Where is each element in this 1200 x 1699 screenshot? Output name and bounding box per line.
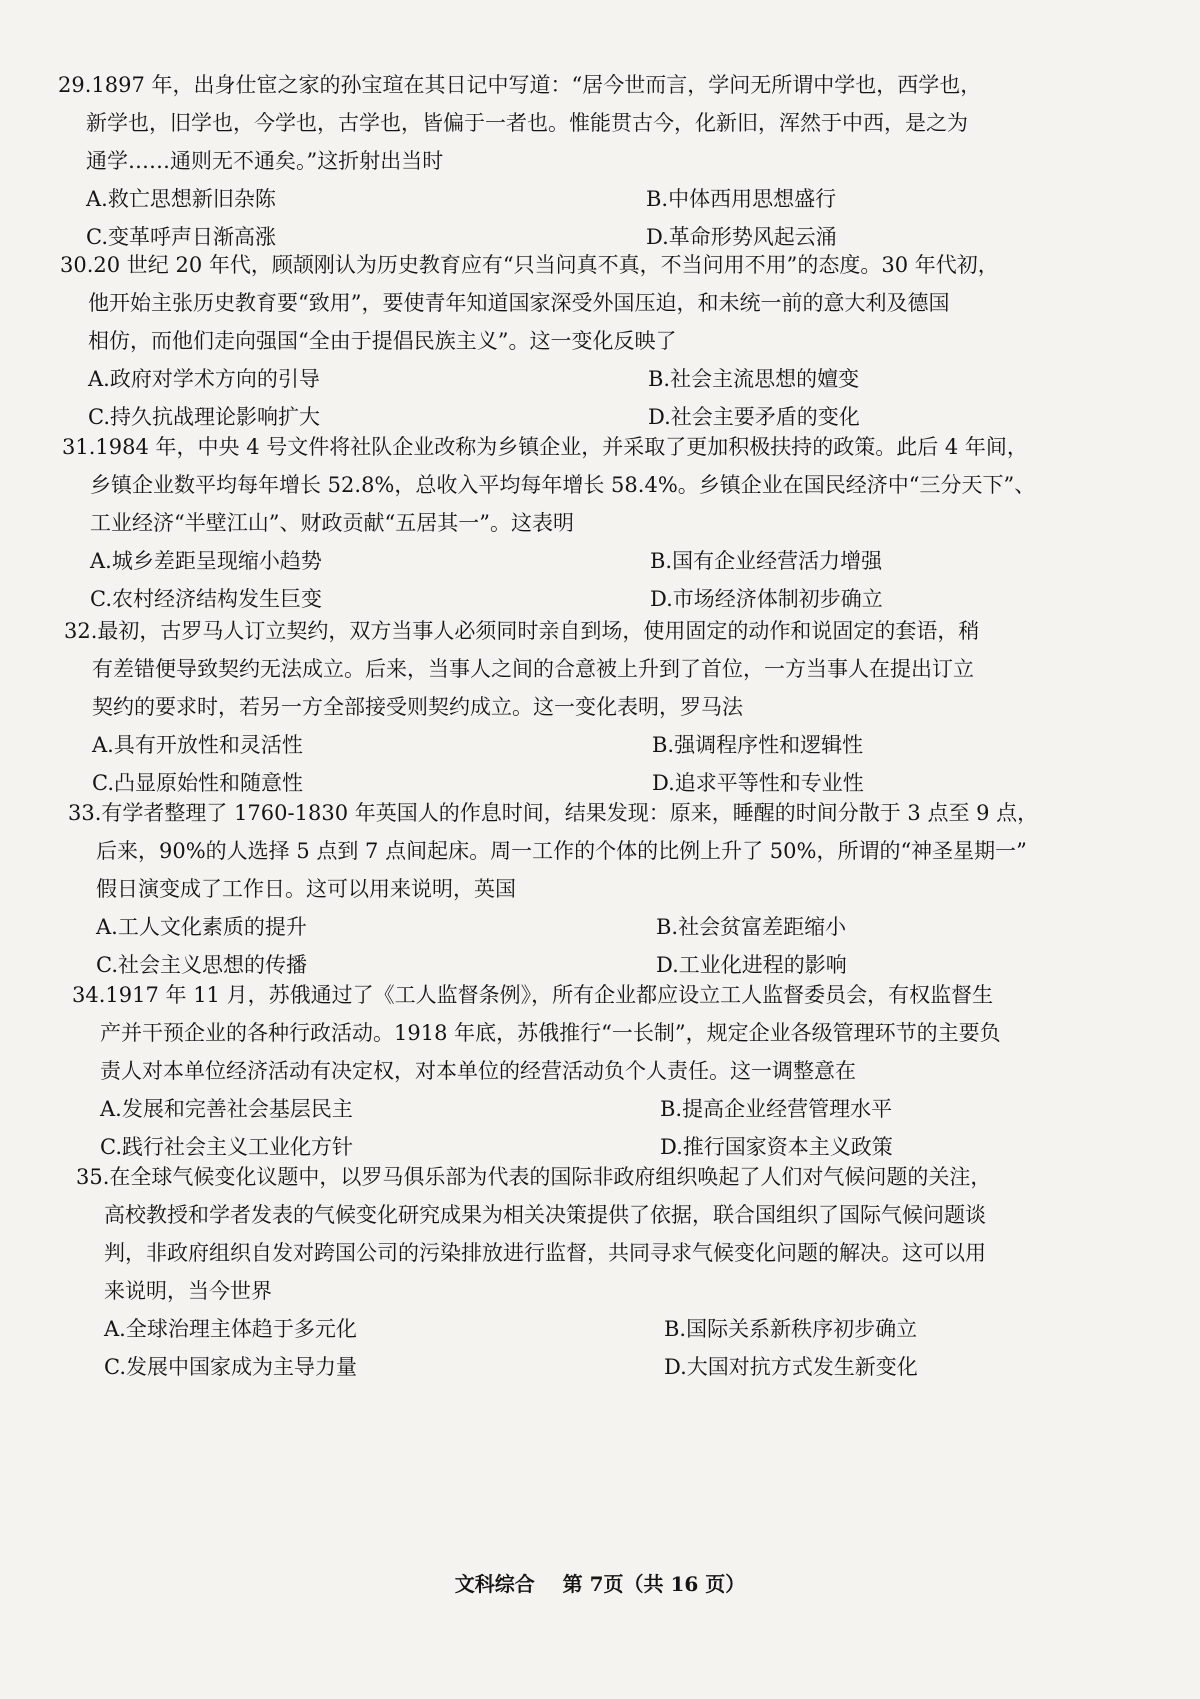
stem-line: 34.1917 年 11 月，苏俄通过了《工人监督条例》，所有企业都应设立工人监督委员会，有权监督生 bbox=[72, 983, 994, 1007]
stem-line: 通学……通则无不通矣。”这折射出当时 bbox=[86, 149, 444, 173]
option-a: A.工人文化素质的提升 bbox=[96, 915, 307, 939]
question-34 bbox=[72, 976, 1082, 1166]
option-b: B.提高企业经营管理水平 bbox=[660, 1097, 893, 1121]
options-group bbox=[68, 908, 1078, 984]
stem-line: 假日演变成了工作日。这可以用来说明，英国 bbox=[96, 877, 516, 901]
stem-line: 有差错便导致契约无法成立。后来，当事人之间的合意被上升到了首位，一方当事人在提出订立 bbox=[92, 657, 974, 681]
stem-line: 31.1984 年，中央 4 号文件将社队企业改称为乡镇企业，并采取了更加积极扶持的政策。此后 4 年间， bbox=[62, 435, 1028, 459]
stem-line: 后来，90%的人选择 5 点到 7 点间起床。周一工作的个体的比例上升了 50%，所谓的“神圣星期一” bbox=[96, 839, 1027, 863]
stem-line: 32.最初，古罗马人订立契约，双方当事人必须同时亲自到场，使用固定的动作和说固定的套语，稍 bbox=[64, 619, 980, 643]
stem-line: 契约的要求时，若另一方全部接受则契约成立。这一变化表明，罗马法 bbox=[92, 695, 743, 719]
option-d: D.大国对抗方式发生新变化 bbox=[664, 1355, 918, 1379]
options-group bbox=[64, 726, 1074, 802]
footer-subject: 文科综合 bbox=[454, 1572, 535, 1596]
option-b: B.强调程序性和逻辑性 bbox=[652, 733, 864, 757]
option-d: D.工业化进程的影响 bbox=[656, 953, 847, 977]
question-stem bbox=[60, 246, 1070, 360]
question-stem bbox=[62, 428, 1072, 542]
option-c: C.社会主义思想的传播 bbox=[96, 953, 307, 977]
stem-line: 33.有学者整理了 1760-1830 年英国人的作息时间，结果发现：原来，睡醒的时间分散于 3 点至 9 点， bbox=[68, 801, 1039, 825]
stem-line: 29.1897 年，出身仕宦之家的孙宝瑄在其日记中写道：“居今世而言，学问无所谓中学也，西学也， bbox=[58, 73, 982, 97]
footer-page-number: 第 7页（共 16 页） bbox=[562, 1572, 746, 1596]
options-group bbox=[76, 1310, 1086, 1386]
option-a: A.救亡思想新旧杂陈 bbox=[86, 187, 276, 211]
stem-line: 产并干预企业的各种行政活动。1918 年底，苏俄推行“一长制”，规定企业各级管理环节的主要负 bbox=[100, 1021, 1001, 1045]
question-35 bbox=[76, 1158, 1086, 1386]
option-b: B.国有企业经营活力增强 bbox=[650, 549, 883, 573]
option-c: C.持久抗战理论影响扩大 bbox=[88, 405, 320, 429]
stem-line: 判，非政府组织自发对跨国公司的污染排放进行监督，共同寻求气候变化问题的解决。这可以用 bbox=[104, 1241, 986, 1265]
option-c: C.变革呼声日渐高涨 bbox=[86, 225, 276, 249]
question-32 bbox=[64, 612, 1074, 802]
question-stem bbox=[76, 1158, 1086, 1310]
option-d: D.推行国家资本主义政策 bbox=[660, 1135, 893, 1159]
option-a: A.具有开放性和灵活性 bbox=[92, 733, 303, 757]
option-d: D.社会主要矛盾的变化 bbox=[648, 405, 860, 429]
option-a: A.发展和完善社会基层民主 bbox=[100, 1097, 353, 1121]
option-b: B.国际关系新秩序初步确立 bbox=[664, 1317, 918, 1341]
option-c: C.农村经济结构发生巨变 bbox=[90, 587, 322, 611]
question-stem bbox=[64, 612, 1074, 726]
question-30 bbox=[60, 246, 1070, 436]
options-group bbox=[62, 542, 1072, 618]
options-group bbox=[58, 180, 1068, 256]
stem-line: 乡镇企业数平均每年增长 52.8%，总收入平均每年增长 58.4%。乡镇企业在国民经济中“三分天下”、 bbox=[90, 473, 1036, 497]
stem-line: 他开始主张历史教育要“致用”，要使青年知道国家深受外国压迫，和未统一前的意大利及德国 bbox=[88, 291, 950, 315]
stem-line: 新学也，旧学也，今学也，古学也，皆偏于一者也。惟能贯古今，化新旧，浑然于中西，是之为 bbox=[86, 111, 968, 135]
option-a: A.城乡差距呈现缩小趋势 bbox=[90, 549, 322, 573]
stem-line: 35.在全球气候变化议题中，以罗马俱乐部为代表的国际非政府组织唤起了人们对气候问题的关注， bbox=[76, 1165, 992, 1189]
option-c: C.践行社会主义工业化方针 bbox=[100, 1135, 353, 1159]
page-footer bbox=[0, 1568, 1200, 1597]
options-group bbox=[72, 1090, 1082, 1166]
option-a: A.全球治理主体趋于多元化 bbox=[104, 1317, 357, 1341]
option-a: A.政府对学术方向的引导 bbox=[88, 367, 320, 391]
stem-line: 高校教授和学者发表的气候变化研究成果为相关决策提供了依据，联合国组织了国际气候问题谈 bbox=[104, 1203, 986, 1227]
option-b: B.中体西用思想盛行 bbox=[646, 187, 837, 211]
question-31 bbox=[62, 428, 1072, 618]
option-c: C.发展中国家成为主导力量 bbox=[104, 1355, 357, 1379]
question-33 bbox=[68, 794, 1078, 984]
stem-line: 工业经济“半壁江山”、财政贡献“五居其一”。这表明 bbox=[90, 511, 574, 535]
options-group bbox=[60, 360, 1070, 436]
stem-line: 相仿，而他们走向强国“全由于提倡民族主义”。这一变化反映了 bbox=[88, 329, 677, 353]
question-stem bbox=[68, 794, 1078, 908]
option-c: C.凸显原始性和随意性 bbox=[92, 771, 303, 795]
question-29 bbox=[58, 66, 1068, 256]
option-d: D.市场经济体制初步确立 bbox=[650, 587, 883, 611]
stem-line: 30.20 世纪 20 年代，顾颉刚认为历史教育应有“只当问真不真，不当问用不用”的态度。30 年代初， bbox=[60, 253, 999, 277]
option-d: D.追求平等性和专业性 bbox=[652, 771, 864, 795]
option-b: B.社会主流思想的嬗变 bbox=[648, 367, 860, 391]
option-d: D.革命形势风起云涌 bbox=[646, 225, 837, 249]
stem-line: 来说明，当今世界 bbox=[104, 1279, 272, 1303]
stem-line: 责人对本单位经济活动有决定权，对本单位的经营活动负个人责任。这一调整意在 bbox=[100, 1059, 856, 1083]
question-stem bbox=[58, 66, 1068, 180]
question-stem bbox=[72, 976, 1082, 1090]
option-b: B.社会贫富差距缩小 bbox=[656, 915, 847, 939]
